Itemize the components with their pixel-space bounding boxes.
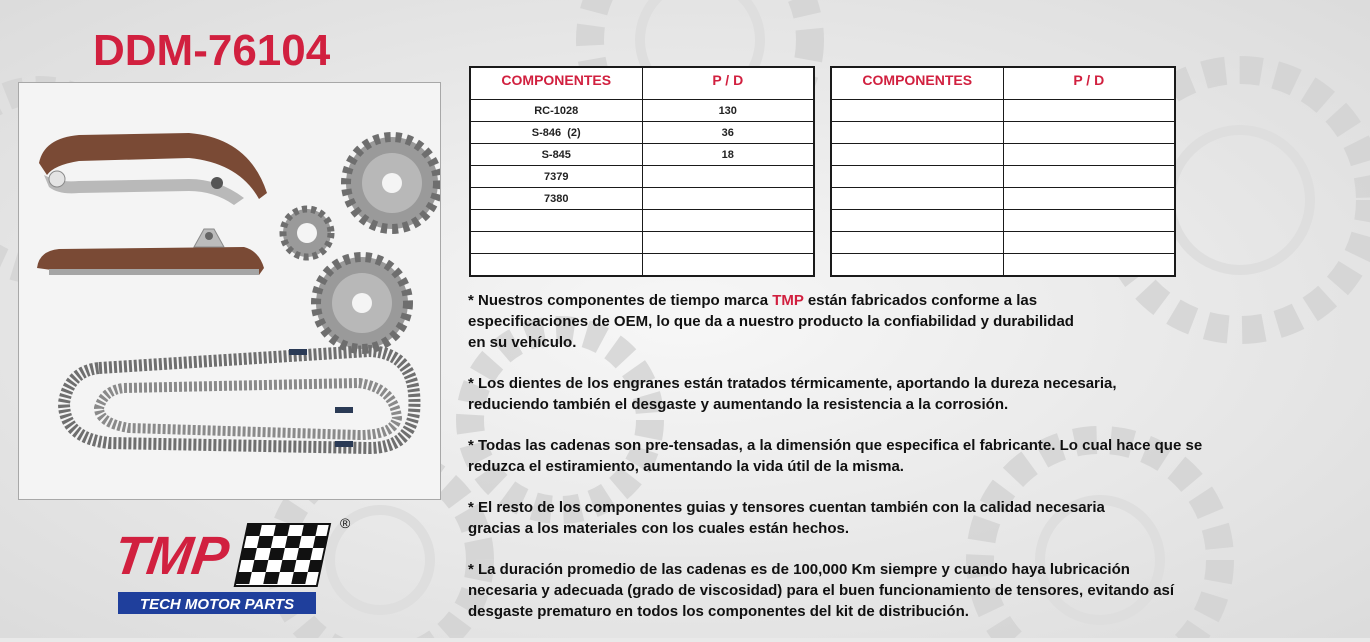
note-gears: * Los dientes de los engranes están tratados térmicamente, aportando la dureza necesaria, reduciendo también el desgaste y aumentando la resistencia a la corrosión. xyxy=(468,375,1117,413)
cell-pd xyxy=(1003,232,1175,254)
cell-pd xyxy=(1003,122,1175,144)
cell-pd xyxy=(642,254,814,277)
brand-name: TMP xyxy=(772,292,804,309)
table-row xyxy=(831,188,1175,210)
product-photo xyxy=(18,82,441,500)
table-row xyxy=(831,144,1175,166)
cell-component xyxy=(831,188,1003,210)
product-code-title: DDM-76104 xyxy=(93,26,331,75)
table-row xyxy=(470,188,814,210)
header-componentes: COMPONENTES xyxy=(470,67,642,100)
cell-pd xyxy=(642,166,814,188)
components-table-right xyxy=(830,66,1176,277)
cell-component xyxy=(470,232,642,254)
table-row xyxy=(470,100,814,122)
cell-component xyxy=(831,210,1003,232)
cell-component xyxy=(470,254,642,277)
table-row xyxy=(470,232,814,254)
cell-component xyxy=(831,144,1003,166)
cell-component: S-846 (2) xyxy=(470,122,642,144)
cell-component xyxy=(831,232,1003,254)
cell-pd xyxy=(1003,166,1175,188)
table-row xyxy=(831,254,1175,277)
header-pd: P / D xyxy=(1003,67,1175,100)
note-text: * Nuestros componentes de tiempo marca xyxy=(468,292,773,309)
logo-tagline: TECH MOTOR PARTS xyxy=(139,596,295,613)
table-row xyxy=(470,254,814,277)
cell-pd: 36 xyxy=(642,122,814,144)
cell-pd xyxy=(1003,188,1175,210)
header-pd: P / D xyxy=(642,67,814,100)
table-row xyxy=(470,210,814,232)
cell-pd xyxy=(642,232,814,254)
table-row xyxy=(470,144,814,166)
product-notes xyxy=(468,290,1358,642)
table-row xyxy=(831,122,1175,144)
table-row xyxy=(831,210,1175,232)
cell-component xyxy=(831,100,1003,122)
table-row xyxy=(831,232,1175,254)
cell-component xyxy=(831,166,1003,188)
cell-component: 7380 xyxy=(470,188,642,210)
cell-component xyxy=(470,210,642,232)
table-row xyxy=(470,122,814,144)
checkered-flag-icon xyxy=(235,524,330,586)
registered-mark: ® xyxy=(340,516,351,531)
note-text: están fabricados conforme a las especificaciones de OEM, lo que da a nuestro producto la confiabilidad y durabilidad en su vehículo. xyxy=(468,292,1074,351)
components-table-left xyxy=(469,66,815,277)
cell-component xyxy=(831,254,1003,277)
sprocket-large-top xyxy=(346,137,438,229)
table-row xyxy=(831,166,1175,188)
note-guides: * El resto de los componentes guias y tensores cuentan también con la calidad necesaria gracias a los materiales con los cuales están hechos. xyxy=(468,499,1105,537)
timing-chain xyxy=(64,349,414,448)
cell-pd xyxy=(1003,100,1175,122)
sprocket-large-bottom xyxy=(316,257,408,349)
sprocket-small xyxy=(283,209,331,257)
note-duration: * La duración promedio de las cadenas es de 100,000 Km siempre y cuando haya lubricación necesaria y adecuada (grado de viscosidad) para el buen funcionamiento de tensores, evitando así desgaste prematuro en todos los componentes del kit de distribución. xyxy=(468,561,1175,620)
table-row xyxy=(831,100,1175,122)
note-oem xyxy=(468,290,1358,353)
tmp-logo xyxy=(118,516,358,616)
cell-pd xyxy=(1003,210,1175,232)
cell-component xyxy=(831,122,1003,144)
cell-pd xyxy=(642,210,814,232)
cell-pd xyxy=(1003,254,1175,277)
chain-guide-lower xyxy=(37,229,264,275)
note-chains: * Todas las cadenas son pre-tensadas, a la dimensión que especifica el fabricante. Lo cual hace que se reduzca el estiramiento, aumentando la vida útil de la misma. xyxy=(468,437,1203,475)
cell-component: RC-1028 xyxy=(470,100,642,122)
chain-guide-upper xyxy=(39,133,267,205)
cell-pd: 130 xyxy=(642,100,814,122)
cell-component: 7379 xyxy=(470,166,642,188)
logo-brand: TMP xyxy=(118,526,233,586)
cell-component: S-845 xyxy=(470,144,642,166)
cell-pd xyxy=(642,188,814,210)
cell-pd xyxy=(1003,144,1175,166)
table-row xyxy=(470,166,814,188)
header-componentes: COMPONENTES xyxy=(831,67,1003,100)
cell-pd: 18 xyxy=(642,144,814,166)
